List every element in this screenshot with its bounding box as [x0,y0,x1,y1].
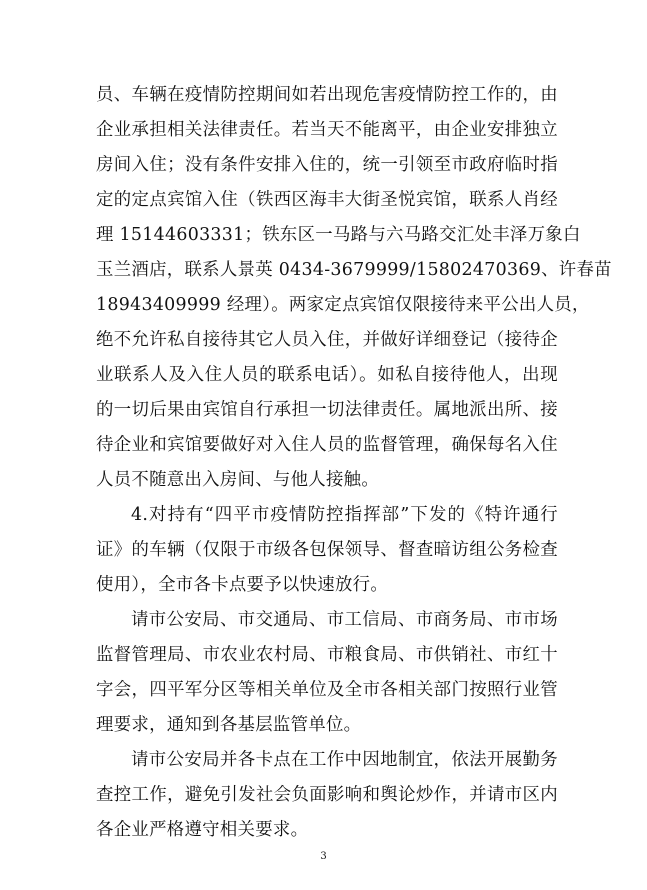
text-line: 4.对持有“四平市疫情防控指挥部”下发的《特许通行 [131,505,558,525]
text-line: 18943409999 经理）。两家定点宾馆仅限接待来平公出人员， [96,295,590,315]
text-line: 定的定点宾馆入住（铁西区海丰大街圣悦宾馆，联系人肖经 [96,190,558,210]
text-line: 字会，四平军分区等相关单位及全市各相关部门按照行业管 [96,680,558,700]
text-line: 的一切后果由宾馆自行承担一切法律责任。属地派出所、接 [96,400,558,420]
text-line: 玉兰酒店，联系人景英 0434-3679999/15802470369、许春苗 [96,260,612,280]
page-number: 3 [320,851,327,862]
text-line: 证》的车辆（仅限于市级各包保领导、督查暗访组公务检查 [96,540,558,560]
text-line: 请市公安局、市交通局、市工信局、市商务局、市市场 [131,610,558,630]
text-line: 业联系人及入住人员的联系电话）。如私自接待他人，出现 [96,365,558,385]
text-line: 企业承担相关法律责任。若当天不能离平，由企业安排独立 [96,120,558,140]
text-line: 人员不随意出入房间、与他人接触。 [96,470,380,490]
text-line: 理 15144603331；铁东区一马路与六马路交汇处丰泽万象白 [96,225,581,245]
text-line: 使用），全市各卡点要予以快速放行。 [96,575,389,595]
text-line: 待企业和宾馆要做好对入住人员的监督管理，确保每名入住 [96,435,558,455]
text-line: 绝不允许私自接待其它人员入住，并做好详细登记（接待企 [96,330,558,350]
text-line: 请市公安局并各卡点在工作中因地制宜，依法开展勤务 [131,750,558,770]
text-line: 监督管理局、市农业农村局、市粮食局、市供销社、市红十 [96,645,558,665]
text-line: 各企业严格遵守相关要求。 [96,820,309,840]
text-line: 员、车辆在疫情防控期间如若出现危害疫情防控工作的，由 [96,85,558,105]
text-line: 查控工作，避免引发社会负面影响和舆论炒作，并请市区内 [96,785,558,805]
text-line: 房间入住；没有条件安排入住的，统一引领至市政府临时指 [96,155,558,175]
text-line: 理要求，通知到各基层监管单位。 [96,715,362,735]
